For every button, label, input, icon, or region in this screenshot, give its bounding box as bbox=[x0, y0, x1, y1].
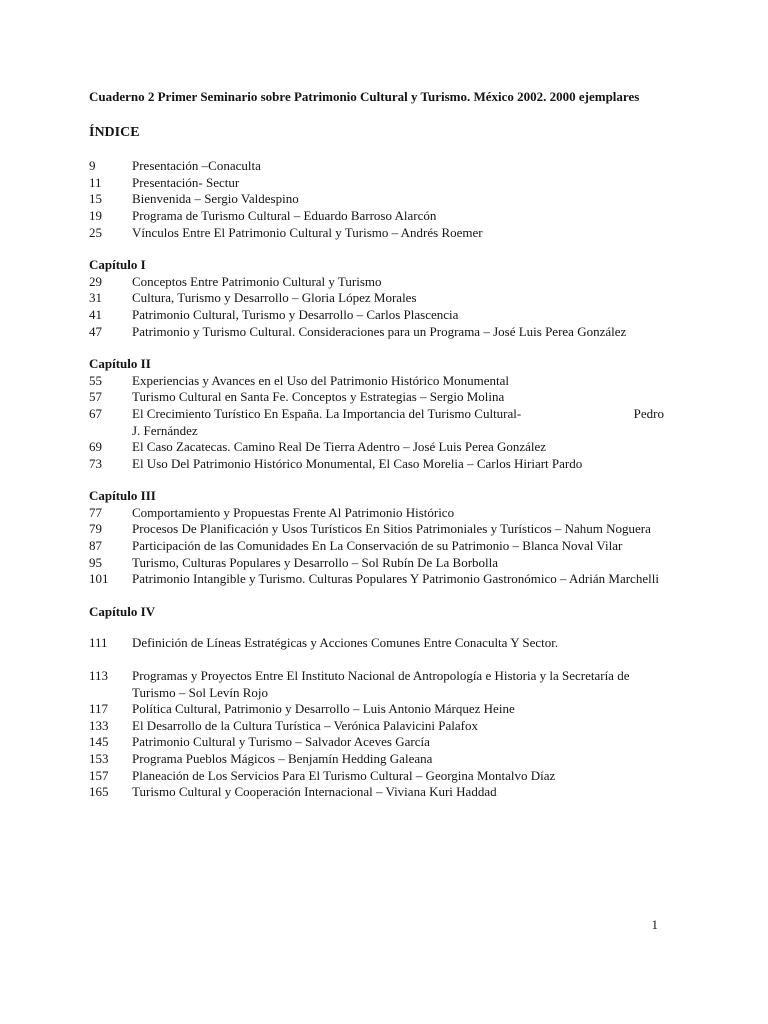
toc-entry-text: Patrimonio Intangible y Turismo. Culturas Populares Y Patrimonio Gastronómico – Adrián Marchelli bbox=[132, 571, 659, 587]
toc-entry bbox=[89, 191, 664, 208]
toc-entry-text: Conceptos Entre Patrimonio Cultural y Turismo bbox=[132, 273, 382, 289]
toc-entry bbox=[89, 389, 664, 406]
toc-page-number: 69 bbox=[89, 439, 102, 455]
toc-entry bbox=[89, 734, 664, 751]
toc-page-number: 73 bbox=[89, 455, 102, 471]
toc-entry-author-first-name: Pedro bbox=[633, 405, 664, 421]
toc-entry-text: Patrimonio Cultural y Turismo – Salvador Aceves García bbox=[132, 734, 430, 750]
toc-entry-text: Experiencias y Avances en el Uso del Patrimonio Histórico Monumental bbox=[132, 372, 510, 388]
toc-entry bbox=[89, 701, 664, 718]
toc-entry bbox=[89, 555, 664, 572]
toc-page-number: 113 bbox=[89, 668, 109, 684]
toc-entry-text: El Crecimiento Turístico En España. La Importancia del Turismo Cultural- bbox=[132, 405, 522, 421]
toc-page-number: 55 bbox=[89, 372, 102, 388]
toc-page-number: 25 bbox=[89, 224, 102, 240]
toc-page-number: 153 bbox=[89, 751, 109, 766]
toc-entry-text: Planeación de Los Servicios Para El Turismo Cultural – Georgina Montalvo Díaz bbox=[132, 767, 556, 783]
toc-entry-text: El Caso Zacatecas. Camino Real De Tierra Adentro – José Luis Perea González bbox=[132, 439, 547, 455]
index-heading: ÍNDICE bbox=[89, 124, 140, 140]
toc-entry bbox=[89, 521, 664, 538]
chapter-heading: Capítulo I bbox=[89, 257, 146, 273]
toc-entry-text: Definición de Líneas Estratégicas y Acciones Comunes Entre Conaculta Y Sector. bbox=[132, 635, 559, 651]
toc-page-number: 31 bbox=[89, 290, 102, 306]
toc-page-number: 111 bbox=[89, 635, 108, 651]
toc-entry-text: Vínculos Entre El Patrimonio Cultural y Turismo – Andrés Roemer bbox=[132, 224, 483, 240]
toc-page-number: 117 bbox=[89, 701, 109, 717]
document-title: Cuaderno 2 Primer Seminario sobre Patrimonio Cultural y Turismo. México 2002. 2000 ejemplares bbox=[89, 89, 640, 104]
toc-entry-author-continuation: J. Fernández bbox=[132, 422, 198, 438]
chapter-heading: Capítulo III bbox=[89, 488, 156, 504]
toc-page-number: 19 bbox=[89, 207, 102, 223]
toc-page-number: 57 bbox=[89, 389, 102, 405]
toc-page-number: 29 bbox=[89, 273, 102, 289]
toc-entry bbox=[89, 225, 664, 242]
toc-page-number: 47 bbox=[89, 323, 102, 339]
toc-page-number: 133 bbox=[89, 717, 109, 733]
toc-entry bbox=[89, 635, 664, 652]
toc-entry bbox=[89, 784, 664, 801]
toc-entry bbox=[89, 274, 664, 291]
toc-entry-text: Bienvenida – Sergio Valdespino bbox=[132, 191, 299, 207]
toc-entry-text: Turismo Cultural en Santa Fe. Conceptos y Estrategias – Sergio Molina bbox=[132, 389, 505, 405]
toc-entry bbox=[89, 158, 664, 175]
toc-entry bbox=[89, 768, 664, 785]
chapter-4-section bbox=[89, 604, 664, 801]
toc-entry-text: Presentación- Sectur bbox=[132, 174, 240, 190]
toc-page-number: 165 bbox=[89, 784, 109, 800]
page-content bbox=[89, 89, 664, 801]
toc-entry-text: Procesos De Planificación y Usos Turísticos En Sitios Patrimoniales y Turísticos – Nahum Noguera bbox=[132, 521, 651, 537]
chapter-1-section bbox=[89, 257, 664, 340]
toc-entry-text: Participación de las Comunidades En La Conservación de su Patrimonio – Blanca Noval Vilar bbox=[132, 538, 623, 554]
toc-page-number: 79 bbox=[89, 521, 102, 537]
toc-page-number: 15 bbox=[89, 191, 102, 207]
toc-entry-text: Programa Pueblos Mágicos – Benjamín Hedding Galeana bbox=[132, 751, 433, 766]
toc-entry-text: Presentación –Conaculta bbox=[132, 158, 261, 174]
toc-entry-text: Turismo Cultural y Cooperación Internacional – Viviana Kuri Haddad bbox=[132, 784, 497, 800]
toc-entry-text: El Uso Del Patrimonio Histórico Monumental, El Caso Morelia – Carlos Hiriart Pardo bbox=[132, 455, 583, 471]
toc-page-number: 157 bbox=[89, 767, 109, 783]
chapter-heading: Capítulo II bbox=[89, 356, 151, 372]
toc-entry bbox=[89, 208, 664, 225]
toc-entry-text: Programa de Turismo Cultural – Eduardo Barroso Alarcón bbox=[132, 207, 437, 223]
toc-entry bbox=[89, 373, 664, 390]
toc-entry-text: Patrimonio Cultural, Turismo y Desarrollo – Carlos Plascencia bbox=[132, 306, 459, 322]
toc-entry-text: Comportamiento y Propuestas Frente Al Patrimonio Histórico bbox=[132, 504, 455, 520]
toc-page-number: 9 bbox=[89, 158, 96, 174]
chapter-3-section bbox=[89, 488, 664, 588]
toc-entry bbox=[89, 456, 664, 473]
toc-entry-text: Patrimonio y Turismo Cultural. Consideraciones para un Programa – José Luis Perea González bbox=[132, 323, 627, 339]
toc-page-number: 67 bbox=[89, 405, 102, 421]
toc-entry-text: Turismo, Culturas Populares y Desarrollo – Sol Rubín De La Borbolla bbox=[132, 554, 499, 570]
toc-entry bbox=[89, 571, 664, 588]
toc-page-number: 11 bbox=[89, 174, 102, 190]
toc-page-number: 87 bbox=[89, 538, 102, 554]
chapter-heading: Capítulo IV bbox=[89, 603, 156, 619]
toc-entry-text: El Desarrollo de la Cultura Turística – Verónica Palavicini Palafox bbox=[132, 717, 478, 733]
toc-entry bbox=[89, 307, 664, 324]
toc-entry bbox=[89, 406, 664, 439]
intro-section bbox=[89, 158, 664, 241]
toc-entry bbox=[89, 668, 664, 701]
toc-entry-text: Política Cultural, Patrimonio y Desarrollo – Luis Antonio Márquez Heine bbox=[132, 701, 515, 717]
toc-entry bbox=[89, 751, 664, 768]
toc-entry bbox=[89, 324, 664, 341]
toc-entry-text: Programas y Proyectos Entre El Instituto Nacional de Antropología e Historia y la Secretaría de Turismo – Sol Levín Rojo bbox=[132, 668, 630, 700]
page-number: 1 bbox=[651, 917, 658, 932]
chapter-2-section bbox=[89, 356, 664, 472]
toc-entry bbox=[89, 290, 664, 307]
toc-page-number: 145 bbox=[89, 734, 109, 750]
toc-page-number: 95 bbox=[89, 554, 102, 570]
toc-entry bbox=[89, 718, 664, 735]
toc-entry bbox=[89, 175, 664, 192]
toc-page-number: 77 bbox=[89, 504, 102, 520]
toc-page-number: 101 bbox=[89, 571, 109, 587]
toc-entry-text-wrapper bbox=[132, 406, 664, 439]
toc-page-number: 41 bbox=[89, 306, 102, 322]
toc-entry bbox=[89, 439, 664, 456]
toc-entry bbox=[89, 538, 664, 555]
toc-entry bbox=[89, 505, 664, 522]
toc-entry-text: Cultura, Turismo y Desarrollo – Gloria López Morales bbox=[132, 290, 417, 306]
